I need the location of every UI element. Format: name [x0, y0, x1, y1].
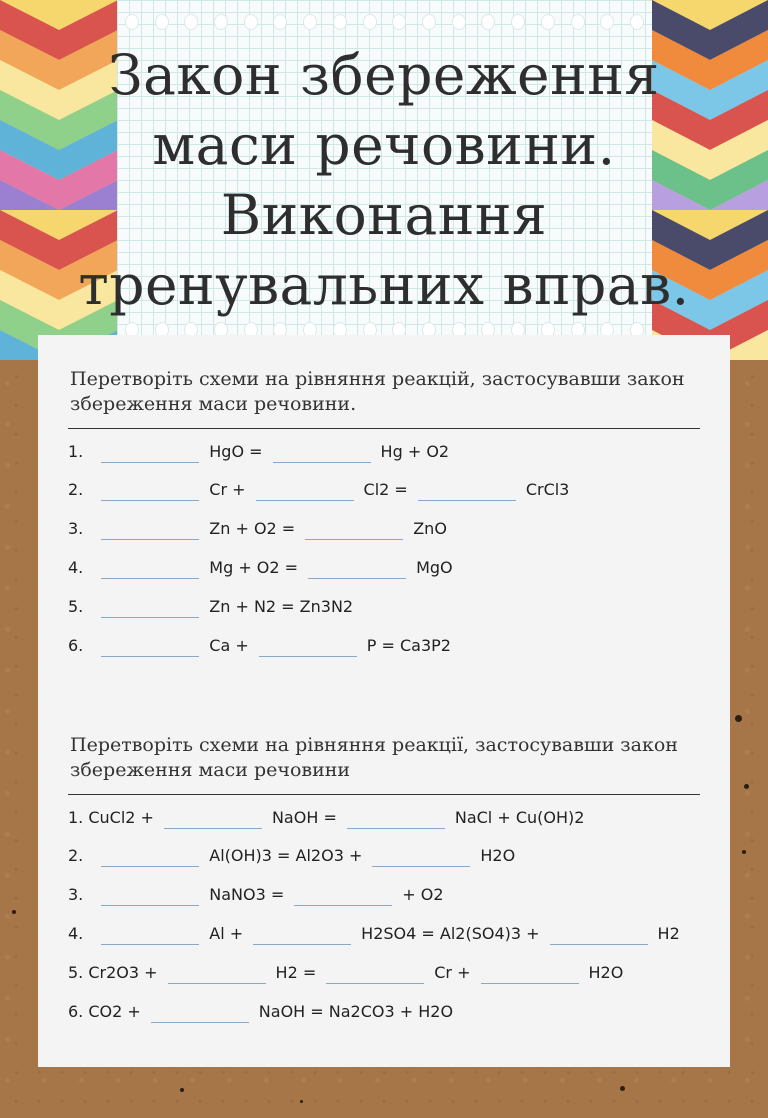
speck: [744, 784, 749, 789]
equation-row: [68, 996, 453, 1026]
answer-blank[interactable]: [101, 634, 199, 657]
answer-blank[interactable]: [481, 961, 579, 984]
equation-text: Cr +: [209, 480, 246, 500]
exercise-number: 5.: [68, 596, 84, 616]
equation-text: ZnO: [413, 519, 447, 539]
equation-row: [68, 802, 584, 832]
answer-blank[interactable]: [101, 556, 199, 579]
answer-blank[interactable]: [168, 961, 266, 984]
answer-blank[interactable]: [101, 595, 199, 618]
answer-blank[interactable]: [372, 844, 470, 867]
equation-text: Hg + O2: [380, 441, 450, 461]
equation-text: Zn + O2 =: [209, 519, 296, 539]
equation-text: Cr +: [434, 962, 471, 982]
answer-blank[interactable]: [294, 883, 392, 906]
equation-text: H2O: [588, 962, 624, 982]
answer-blank[interactable]: [308, 556, 406, 579]
equation-text: H2O: [480, 846, 516, 866]
punch-holes-top: [117, 14, 652, 30]
equation-text: Zn + N2 = Zn3N2: [209, 596, 354, 616]
equation-text: P = Ca3P2: [366, 635, 451, 655]
equation-row: [68, 918, 680, 948]
answer-blank[interactable]: [305, 517, 403, 540]
exercise-number: 4.: [68, 557, 84, 577]
equation-row: [68, 436, 449, 466]
section2-divider: [68, 794, 700, 795]
equation-text: NaNO3 =: [209, 885, 285, 905]
exercise-number: 2.: [68, 480, 84, 500]
equation-text: Al(OH)3 = Al2O3 +: [209, 846, 363, 866]
speck: [742, 850, 746, 854]
answer-blank[interactable]: [101, 440, 199, 463]
answer-blank[interactable]: [164, 806, 262, 829]
equation-text: Mg + O2 =: [209, 557, 299, 577]
answer-blank[interactable]: [151, 1000, 249, 1023]
answer-blank[interactable]: [101, 844, 199, 867]
speck: [180, 1088, 184, 1092]
equation-text: NaOH = Na2CO3 + H2O: [258, 1001, 454, 1021]
equation-row: [68, 514, 447, 544]
answer-blank[interactable]: [347, 806, 445, 829]
answer-blank[interactable]: [101, 883, 199, 906]
answer-blank[interactable]: [418, 478, 516, 501]
answer-blank[interactable]: [550, 922, 648, 945]
equation-row: [68, 591, 353, 621]
equation-text: NaCl + Cu(OH)2: [454, 807, 585, 827]
equation-row: [68, 630, 451, 660]
speck: [12, 910, 16, 914]
equation-row: [68, 841, 515, 871]
exercise-number: 4.: [68, 923, 84, 943]
speck: [300, 1100, 303, 1103]
answer-blank[interactable]: [101, 922, 199, 945]
equation-text: H2SO4 = Al2(SO4)3 +: [361, 923, 540, 943]
equation-text: HgO =: [209, 441, 263, 461]
equation-text: CrCl3: [525, 480, 570, 500]
page-title: Закон збереження маси речовини. Виконання тренувальних вправ.: [78, 43, 690, 317]
section2-instruction: Перетворіть схеми на рівняння реакції, застосувавши закон збереження маси речовини: [70, 734, 678, 781]
equation-text: + O2: [402, 885, 444, 905]
equation-lead: 6. CO2 +: [68, 1001, 141, 1021]
exercise-number: 6.: [68, 635, 84, 655]
equation-text: NaOH =: [271, 807, 337, 827]
exercise-number: 3.: [68, 885, 84, 905]
equation-row: [68, 552, 453, 582]
exercise-number: 1.: [68, 441, 84, 461]
equation-lead: 1. CuCl2 +: [68, 807, 154, 827]
equation-text: Ca +: [209, 635, 249, 655]
section1-instruction: Перетворіть схеми на рівняння реакцій, застосувавши закон збереження маси речовини.: [70, 368, 685, 415]
answer-blank[interactable]: [101, 478, 199, 501]
equation-row: [68, 957, 623, 987]
answer-blank[interactable]: [259, 634, 357, 657]
exercise-number: 3.: [68, 519, 84, 539]
equation-lead: 5. Cr2O3 +: [68, 962, 158, 982]
speck: [620, 1086, 625, 1091]
equation-text: H2 =: [275, 962, 317, 982]
equation-row: [68, 475, 569, 505]
equation-text: MgO: [416, 557, 453, 577]
equation-text: Cl2 =: [363, 480, 408, 500]
answer-blank[interactable]: [101, 517, 199, 540]
answer-blank[interactable]: [326, 961, 424, 984]
equation-text: H2: [657, 923, 680, 943]
answer-blank[interactable]: [273, 440, 371, 463]
speck: [735, 715, 742, 722]
worksheet-card: [38, 335, 730, 1067]
equation-text: Al +: [209, 923, 244, 943]
equation-row: [68, 880, 444, 910]
section1-divider: [68, 428, 700, 429]
answer-blank[interactable]: [256, 478, 354, 501]
answer-blank[interactable]: [253, 922, 351, 945]
exercise-number: 2.: [68, 846, 84, 866]
